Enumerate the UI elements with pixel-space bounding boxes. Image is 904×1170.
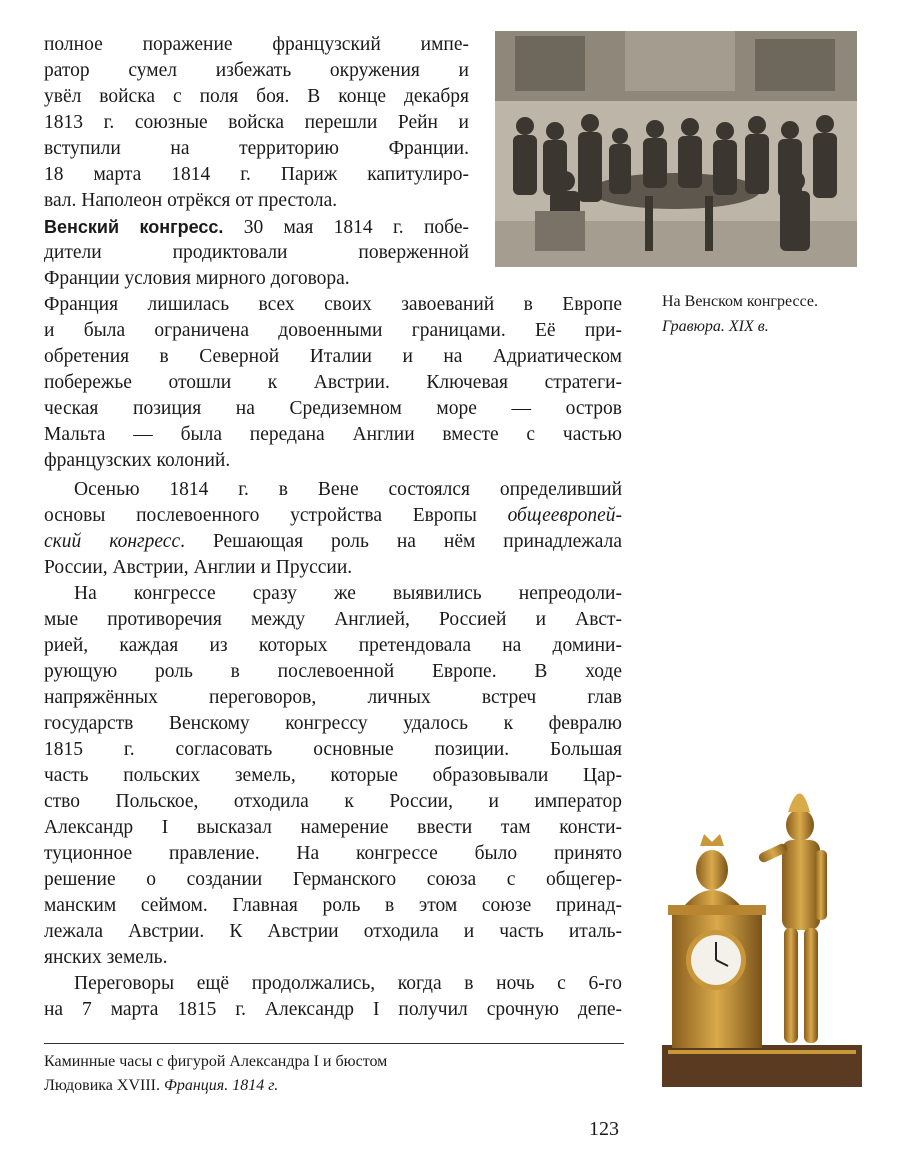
- text-line: обретения в Северной Италии и на Адриатическом: [44, 346, 622, 367]
- text-line: и была ограничена довоенными границами. Её при-: [44, 320, 622, 341]
- text-line: Переговоры ещё продолжались, когда в ночь с 6-го: [74, 973, 622, 994]
- text-line: государств Венскому конгрессу удалось к февралю: [44, 713, 622, 734]
- text-span: основы послевоенного устройства Европы: [44, 505, 508, 526]
- text-line: [44, 529, 622, 555]
- text-line: ратор сумел избежать окружения и: [44, 60, 469, 81]
- text-line: ческая позиция на Средиземном море — остров: [44, 398, 622, 419]
- clock-illustration: [660, 770, 865, 1090]
- text-line: на 7 марта 1815 г. Александр I получил срочную депе-: [44, 999, 622, 1020]
- text-line: Франции условия мирного договора.: [44, 268, 350, 289]
- engraving-caption-line2: [662, 315, 769, 339]
- text-line: вступили на территорию Франции.: [44, 138, 469, 159]
- text-line: рией, каждая из которых претендовала на домини-: [44, 635, 622, 656]
- footnote-divider: [44, 1043, 624, 1044]
- text-line: 1813 г. союзные войска перешли Рейн и: [44, 112, 469, 133]
- engraving-illustration: [495, 31, 857, 267]
- clock-caption-line2: [44, 1074, 278, 1098]
- text-line: мые противоречия между Англией, Россией и Авст-: [44, 609, 622, 630]
- text-line: вал. Наполеон отрёкся от престола.: [44, 190, 338, 211]
- italic-term: ский конгресс: [44, 531, 181, 552]
- text-line: 1815 г. согласовать основные позиции. Большая: [44, 739, 622, 760]
- text-line: Осенью 1814 г. в Вене состоялся определивший: [74, 479, 622, 500]
- clock-caption-text: Людовика XVIII.: [44, 1077, 164, 1094]
- clock-caption-line1: Каминные часы с фигурой Александра I и бюстом: [44, 1053, 388, 1070]
- text-line: решение о создании Германского союза с общегер-: [44, 869, 622, 890]
- text-line: манским сеймом. Главная роль в этом союзе принад-: [44, 895, 622, 916]
- text-line: побережье отошли к Австрии. Ключевая стратеги-: [44, 372, 622, 393]
- section-line-rest: 30 мая 1814 г. побе-: [223, 217, 469, 238]
- text-line: 18 марта 1814 г. Париж капитулиро-: [44, 164, 469, 185]
- text-line: туционное правление. На конгрессе было принято: [44, 843, 622, 864]
- vienna-congress-engraving: [495, 31, 857, 267]
- text-line: полное поражение французский импе-: [44, 34, 469, 55]
- text-line: Мальта — была передана Англии вместе с частью: [44, 424, 622, 445]
- text-line: России, Австрии, Англии и Пруссии.: [44, 557, 353, 578]
- text-line: часть польских земель, которые образовывали Цар-: [44, 765, 622, 786]
- text-line: дители продиктовали поверженной: [44, 242, 469, 263]
- text-line: увёл войска с поля боя. В конце декабря: [44, 86, 469, 107]
- clock-caption-italic: Франция. 1814 г.: [163, 1077, 279, 1094]
- engraving-caption-line1: На Венском конгрессе.: [662, 293, 818, 310]
- section-heading-line: [44, 214, 469, 240]
- text-line: янских земель.: [44, 947, 168, 968]
- text-line: Александр I высказал намерение ввести там консти-: [44, 817, 622, 838]
- engraving-caption-italic: Гравюра. XIX в.: [662, 318, 769, 335]
- page-number: 123: [589, 1118, 619, 1140]
- text-line: На конгрессе сразу же выявились непреодоли-: [74, 583, 622, 604]
- text-line: [44, 503, 622, 529]
- section-title: Венский конгресс.: [44, 217, 224, 237]
- text-span: . Решающая роль на нём принадлежала: [180, 531, 622, 552]
- text-line: ство Польское, отходила к России, и император: [44, 791, 622, 812]
- text-line: Франция лишилась всех своих завоеваний в Европе: [44, 294, 622, 315]
- italic-term: общеевропей-: [507, 505, 622, 526]
- text-line: напряжённых переговоров, личных встреч глав: [44, 687, 622, 708]
- mantel-clock-photo: [660, 770, 865, 1090]
- text-line: французских колоний.: [44, 450, 231, 471]
- text-line: рующую роль в послевоенной Европе. В ходе: [44, 661, 622, 682]
- text-line: лежала Австрии. К Австрии отходила и часть италь-: [44, 921, 622, 942]
